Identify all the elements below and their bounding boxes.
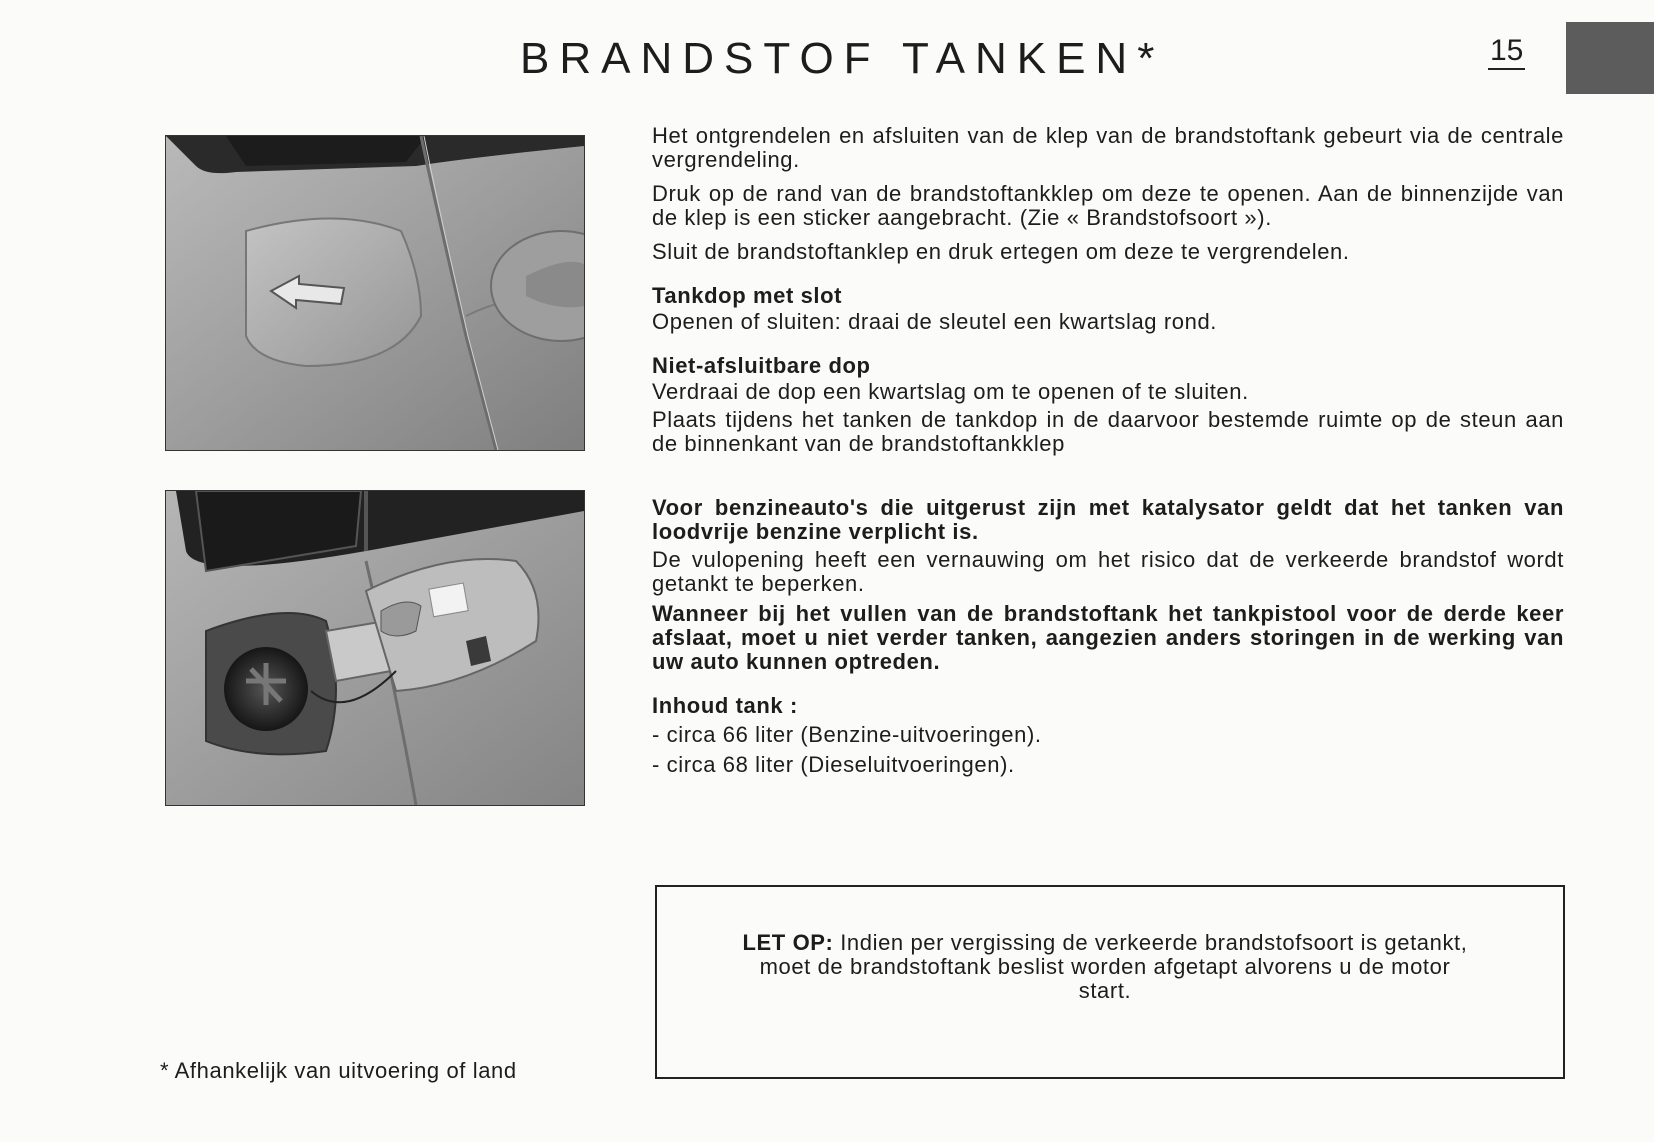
capacity-item: - circa 68 liter (Dieseluitvoeringen). — [652, 752, 1015, 777]
notice-box — [655, 885, 1565, 1079]
locking-cap-heading: Tankdop met slot — [652, 283, 843, 308]
non-locking-cap-section — [652, 352, 1564, 456]
notice-text — [735, 931, 1475, 1003]
capacity-item: - circa 66 liter (Benzine-uitvoeringen). — [652, 722, 1042, 747]
refuel-warning: Wanneer bij het vullen van de brandstoftank het tankpistool voor de derde keer afslaat, moet u niet verder tanken, aangezien anders storingen in de werking van uw auto kunnen optreden. — [652, 601, 1564, 674]
section-tab-marker — [1566, 22, 1654, 94]
notice-body: Indien per vergissing de verkeerde brandstofsoort is getankt, moet de brandstoftank beslist worden afgetapt alvorens u de motor start. — [759, 930, 1468, 1003]
locking-cap-section — [652, 282, 1564, 334]
fuel-flap-closed-image — [165, 135, 585, 451]
capacity-heading: Inhoud tank : — [652, 693, 798, 718]
main-content — [652, 124, 1564, 780]
non-locking-cap-text-1: Verdraai de dop een kwartslag om te openen of te sluiten. — [652, 379, 1249, 404]
non-locking-cap-text-2: Plaats tijdens het tanken de tankdop in de daarvoor bestemde ruimte op de steun aan de binnenkant van de brandstoftankklep — [652, 407, 1564, 456]
intro-paragraph-2: Druk op de rand van de brandstoftankklep om deze te openen. Aan de binnenzijde van de klep is een sticker aangebracht. (Zie « Brandstofsoort »). — [652, 181, 1564, 230]
unleaded-requirement: Voor benzineauto's die uitgerust zijn met katalysator geldt dat het tanken van loodvrije benzine verplicht is. — [652, 495, 1564, 544]
locking-cap-text: Openen of sluiten: draai de sleutel een kwartslag rond. — [652, 309, 1217, 334]
capacity-list — [652, 720, 1564, 780]
page-number: 15 — [1488, 34, 1525, 70]
footnote: * Afhankelijk van uitvoering of land — [160, 1058, 517, 1083]
notice-label: LET OP: — [742, 930, 834, 955]
page-title: BRANDSTOF TANKEN* — [520, 34, 1165, 83]
intro-paragraph-3: Sluit de brandstoftanklep en druk ertegen om deze te vergrendelen. — [652, 239, 1350, 264]
fuel-flap-open-image — [165, 490, 585, 806]
non-locking-cap-heading: Niet-afsluitbare dop — [652, 353, 871, 378]
intro-paragraph-1: Het ontgrendelen en afsluiten van de klep van de brandstoftank gebeurt via de centrale vergrendeling. — [652, 123, 1564, 172]
filler-restriction-text: De vulopening heeft een vernauwing om het risico dat de verkeerde brandstof wordt getankt te beperken. — [652, 547, 1564, 596]
